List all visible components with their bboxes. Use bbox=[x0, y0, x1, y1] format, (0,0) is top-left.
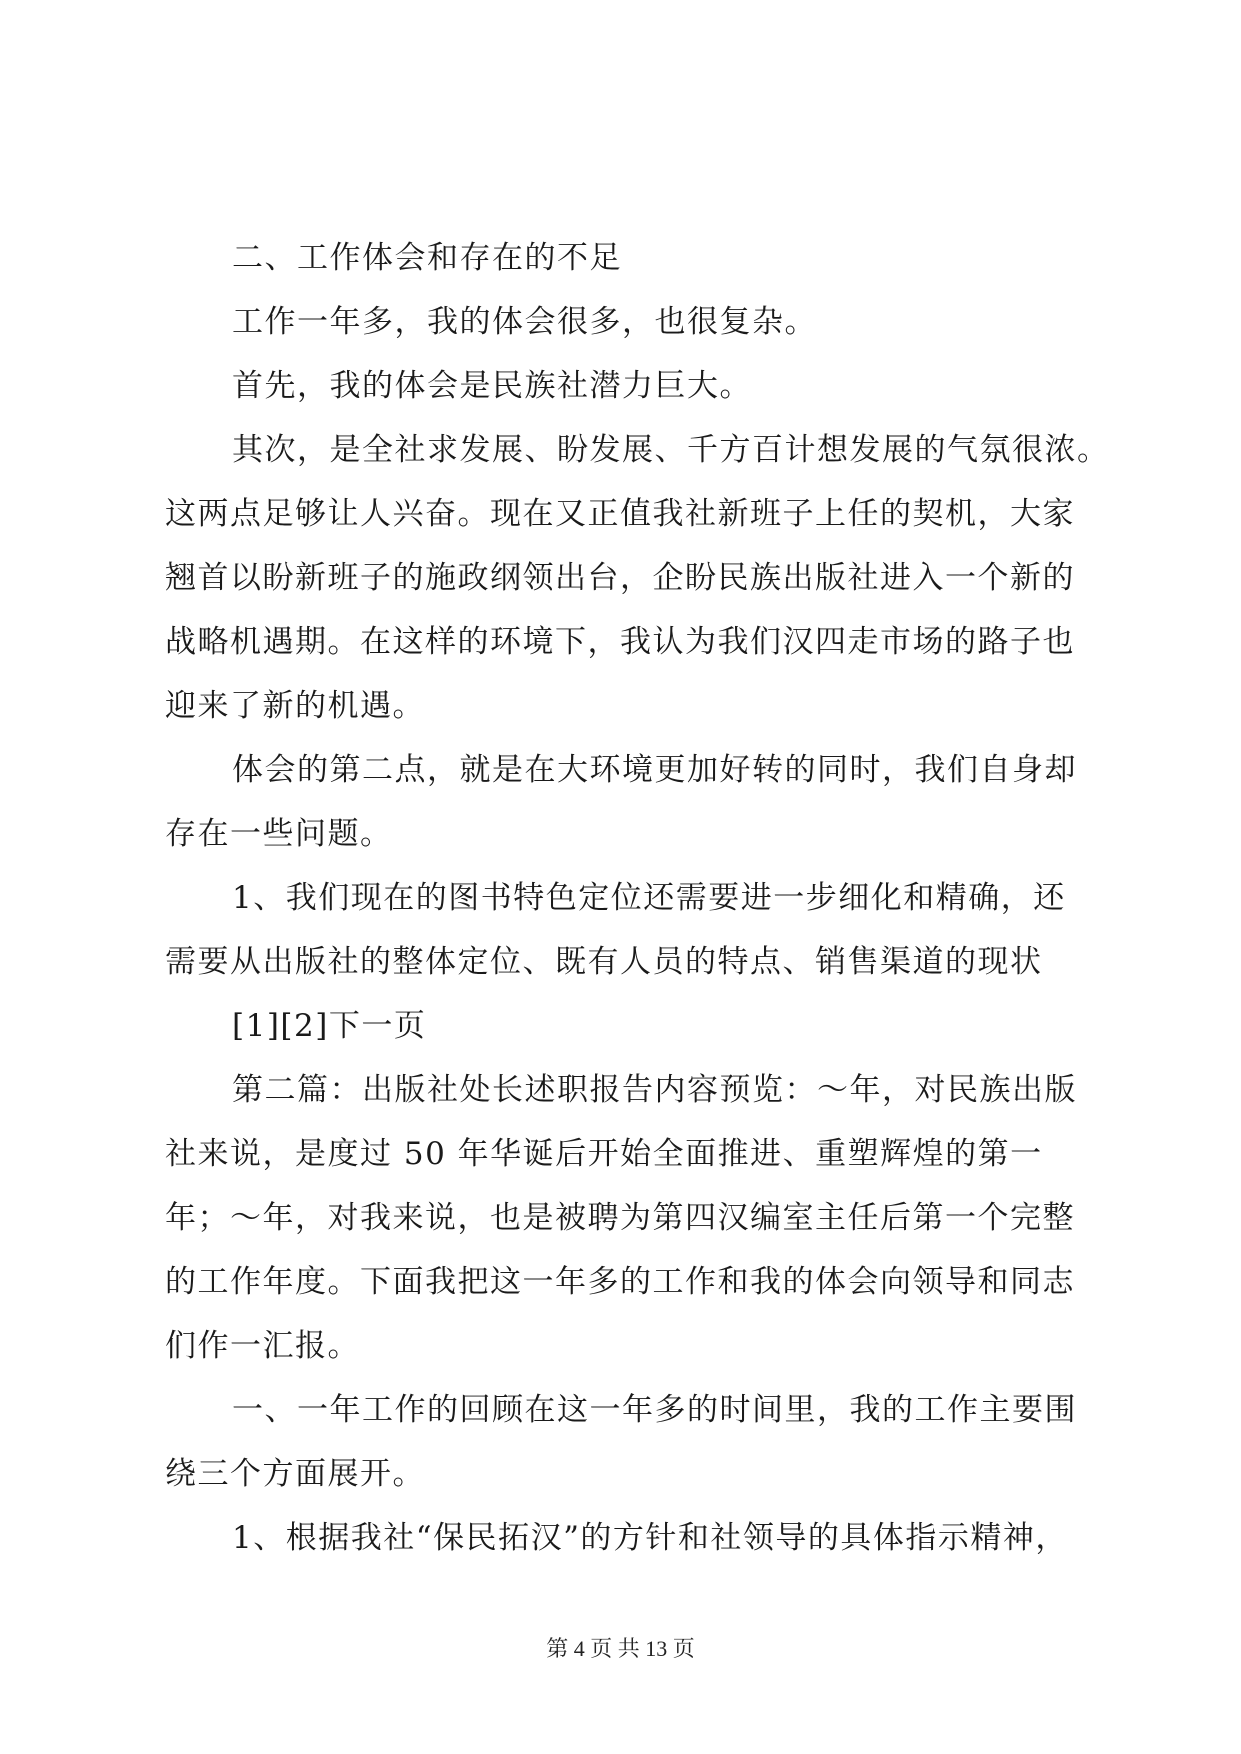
paragraph-line: 绕三个方面展开。 bbox=[165, 1456, 425, 1492]
paragraph-line: 的工作年度。下面我把这一年多的工作和我的体会向领导和同志 bbox=[165, 1264, 1075, 1300]
paragraph-line: 第二篇：出版社处长述职报告内容预览：～年，对民族出版 bbox=[232, 1072, 1077, 1108]
section-heading: 二、工作体会和存在的不足 bbox=[232, 240, 622, 276]
paragraph-line: 1、根据我社“保民拓汉”的方针和社领导的具体指示精神， bbox=[232, 1520, 1068, 1556]
page-links[interactable]: [1][2]下一页 bbox=[232, 1008, 427, 1044]
paragraph-line: 们作一汇报。 bbox=[165, 1328, 360, 1364]
paragraph-line: 年；～年，对我来说，也是被聘为第四汉编室主任后第一个完整 bbox=[165, 1200, 1075, 1236]
paragraph-line: 迎来了新的机遇。 bbox=[165, 688, 425, 724]
paragraph-line: 一、一年工作的回顾在这一年多的时间里，我的工作主要围 bbox=[232, 1392, 1077, 1428]
paragraph-line: 存在一些问题。 bbox=[165, 816, 393, 852]
paragraph-line: 这两点足够让人兴奋。现在又正值我社新班子上任的契机，大家 bbox=[165, 496, 1075, 532]
paragraph-line: 翘首以盼新班子的施政纲领出台，企盼民族出版社进入一个新的 bbox=[165, 560, 1075, 596]
paragraph-line: 社来说，是度过 50 年华诞后开始全面推进、重塑辉煌的第一 bbox=[165, 1136, 1043, 1172]
paragraph-line: 体会的第二点，就是在大环境更加好转的同时，我们自身却 bbox=[232, 752, 1077, 788]
page-footer: 第 4 页 共 13 页 bbox=[546, 1636, 695, 1661]
paragraph-line: 1、我们现在的图书特色定位还需要进一步细化和精确，还 bbox=[232, 880, 1066, 916]
document-body bbox=[165, 226, 1110, 1570]
paragraph-line: 其次，是全社求发展、盼发展、千方百计想发展的气氛很浓。 bbox=[232, 432, 1110, 468]
paragraph-line: 工作一年多，我的体会很多，也很复杂。 bbox=[232, 304, 817, 340]
paragraph-line: 战略机遇期。在这样的环境下，我认为我们汉四走市场的路子也 bbox=[165, 624, 1075, 660]
paragraph-line: 首先，我的体会是民族社潜力巨大。 bbox=[232, 368, 752, 404]
paragraph-line: 需要从出版社的整体定位、既有人员的特点、销售渠道的现状 bbox=[165, 944, 1043, 980]
